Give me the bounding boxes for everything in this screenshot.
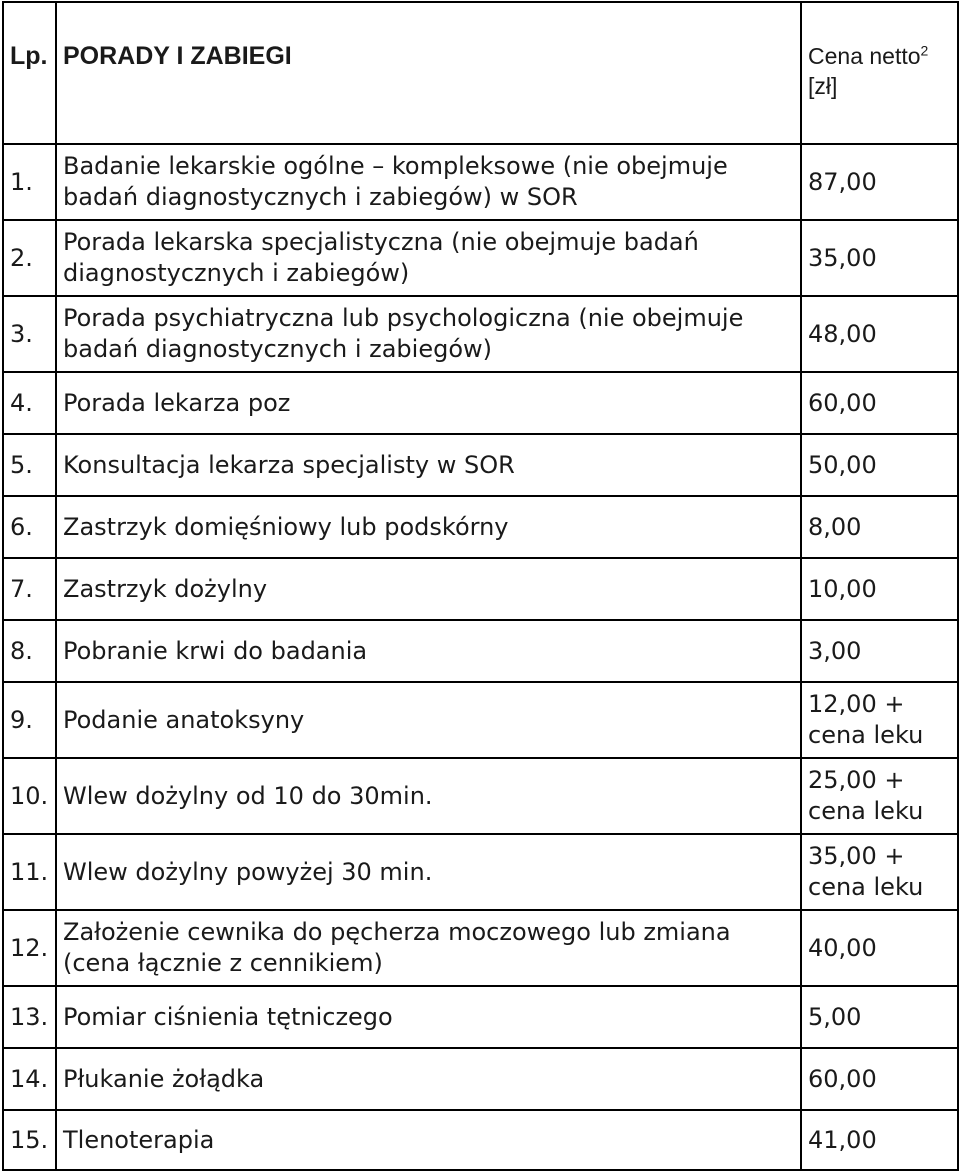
table-header-row xyxy=(3,2,958,144)
row-price-line: 50,00 xyxy=(808,450,877,479)
row-price xyxy=(801,496,958,558)
table-row xyxy=(3,1048,958,1110)
row-price xyxy=(801,1110,958,1170)
table-row xyxy=(3,558,958,620)
row-lp: 5. xyxy=(3,434,56,496)
table-row xyxy=(3,496,958,558)
row-price xyxy=(801,1048,958,1110)
row-price xyxy=(801,682,958,758)
row-price xyxy=(801,758,958,834)
row-lp: 4. xyxy=(3,372,56,434)
row-lp: 2. xyxy=(3,220,56,296)
row-name-line: Badanie lekarskie ogólne – kompleksowe (nie obejmuje xyxy=(63,152,728,180)
row-lp: 9. xyxy=(3,682,56,758)
row-name-line: Pobranie krwi do badania xyxy=(63,636,368,665)
row-lp: 10. xyxy=(3,758,56,834)
row-price xyxy=(801,144,958,220)
table-row xyxy=(3,144,958,220)
row-lp: 15. xyxy=(3,1110,56,1170)
row-lp: 7. xyxy=(3,558,56,620)
row-price xyxy=(801,620,958,682)
row-name xyxy=(56,910,801,986)
row-name-line: Konsultacja lekarza specjalisty w SOR xyxy=(63,450,515,479)
row-name-line: Porada lekarza poz xyxy=(63,388,291,417)
row-name-line: Wlew dożylny powyżej 30 min. xyxy=(63,857,433,886)
row-name xyxy=(56,144,801,220)
row-name xyxy=(56,1048,801,1110)
row-lp: 1. xyxy=(3,144,56,220)
row-name-line: Płukanie żołądka xyxy=(63,1064,265,1093)
row-lp: 12. xyxy=(3,910,56,986)
row-name xyxy=(56,496,801,558)
row-price-line: 87,00 xyxy=(808,167,877,196)
row-lp: 13. xyxy=(3,986,56,1048)
row-name xyxy=(56,682,801,758)
row-price-line: 60,00 xyxy=(808,388,877,417)
row-price-line: cena leku xyxy=(808,721,924,749)
row-lp: 11. xyxy=(3,834,56,910)
row-price xyxy=(801,910,958,986)
row-price-line: cena leku xyxy=(808,873,924,901)
row-name xyxy=(56,558,801,620)
row-name-line: Tlenoterapia xyxy=(63,1125,215,1154)
table-row xyxy=(3,372,958,434)
row-name-line: Pomiar ciśnienia tętniczego xyxy=(63,1002,393,1031)
row-name-line: diagnostycznych i zabiegów) xyxy=(63,259,410,287)
header-lp: Lp. xyxy=(3,2,56,144)
row-name-line: Porada lekarska specjalistyczna (nie obejmuje badań xyxy=(63,228,699,256)
row-name-line: Porada psychiatryczna lub psychologiczna (nie obejmuje xyxy=(63,304,744,332)
table-row xyxy=(3,834,958,910)
row-price xyxy=(801,558,958,620)
row-lp: 3. xyxy=(3,296,56,372)
row-price-line: 10,00 xyxy=(808,574,877,603)
row-price xyxy=(801,372,958,434)
row-name xyxy=(56,220,801,296)
table-row xyxy=(3,910,958,986)
row-name-line: Zastrzyk dożylny xyxy=(63,574,268,603)
row-price-line: 48,00 xyxy=(808,319,877,348)
table-body xyxy=(3,2,958,1170)
row-lp: 6. xyxy=(3,496,56,558)
row-price-line: 3,00 xyxy=(808,636,862,665)
row-lp: 14. xyxy=(3,1048,56,1110)
header-price-label: Cena netto xyxy=(808,43,921,69)
row-name-line: Zastrzyk domięśniowy lub podskórny xyxy=(63,512,509,541)
table-row xyxy=(3,434,958,496)
row-name-line: Wlew dożylny od 10 do 30min. xyxy=(63,781,433,810)
header-price xyxy=(801,2,958,144)
row-price-line: 12,00 + xyxy=(808,690,905,718)
row-name xyxy=(56,434,801,496)
row-price xyxy=(801,834,958,910)
table-row xyxy=(3,986,958,1048)
row-price xyxy=(801,296,958,372)
row-name-line: badań diagnostycznych i zabiegów) w SOR xyxy=(63,183,578,211)
table-row xyxy=(3,758,958,834)
row-name xyxy=(56,986,801,1048)
table-row xyxy=(3,620,958,682)
row-price-line: 35,00 xyxy=(808,243,877,272)
row-name xyxy=(56,1110,801,1170)
row-price xyxy=(801,220,958,296)
row-name xyxy=(56,758,801,834)
row-price-line: 60,00 xyxy=(808,1064,877,1093)
price-table xyxy=(2,1,959,1171)
row-name-line: (cena łącznie z cennikiem) xyxy=(63,949,383,977)
row-price-line: 40,00 xyxy=(808,933,877,962)
row-price xyxy=(801,986,958,1048)
row-price-line: 5,00 xyxy=(808,1002,862,1031)
header-price-footnote: 2 xyxy=(920,42,929,59)
header-title: PORADY I ZABIEGI xyxy=(56,2,801,144)
row-price-line: cena leku xyxy=(808,797,924,825)
row-price-line: 41,00 xyxy=(808,1125,877,1154)
row-name xyxy=(56,620,801,682)
row-price-line: 8,00 xyxy=(808,512,862,541)
row-name xyxy=(56,296,801,372)
table-row xyxy=(3,296,958,372)
header-price-unit: [zł] xyxy=(808,73,838,99)
table-row xyxy=(3,1110,958,1170)
row-name-line: badań diagnostycznych i zabiegów) xyxy=(63,335,492,363)
row-price-line: 25,00 + xyxy=(808,766,905,794)
row-price xyxy=(801,434,958,496)
row-name xyxy=(56,372,801,434)
row-price-line: 35,00 + xyxy=(808,842,905,870)
row-name-line: Założenie cewnika do pęcherza moczowego lub zmiana xyxy=(63,918,731,946)
row-name-line: Podanie anatoksyny xyxy=(63,705,305,734)
row-lp: 8. xyxy=(3,620,56,682)
row-name xyxy=(56,834,801,910)
table-row xyxy=(3,220,958,296)
table-row xyxy=(3,682,958,758)
